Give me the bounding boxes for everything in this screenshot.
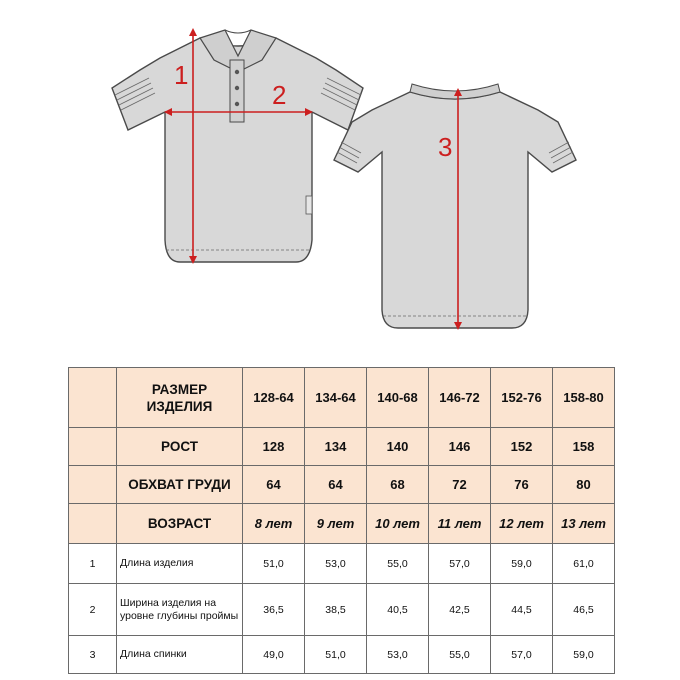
corner-cell xyxy=(69,368,117,428)
chest-cell: 80 xyxy=(553,466,615,504)
size-chart-table xyxy=(68,367,615,674)
height-row xyxy=(69,428,615,466)
chest-label: ОБХВАТ ГРУДИ xyxy=(117,466,243,504)
size-row xyxy=(69,368,615,428)
measurement-value: 42,5 xyxy=(429,584,491,636)
measurement-value: 49,0 xyxy=(243,636,305,674)
measurement-value: 51,0 xyxy=(305,636,367,674)
height-cell: 152 xyxy=(491,428,553,466)
measurement-value: 55,0 xyxy=(429,636,491,674)
size-cell: 128-64 xyxy=(243,368,305,428)
measurement-row xyxy=(69,544,615,584)
corner-cell xyxy=(69,504,117,544)
chest-cell: 68 xyxy=(367,466,429,504)
height-cell: 128 xyxy=(243,428,305,466)
height-cell: 146 xyxy=(429,428,491,466)
chest-cell: 64 xyxy=(305,466,367,504)
row-number: 1 xyxy=(69,544,117,584)
measurement-value: 57,0 xyxy=(429,544,491,584)
row-number: 2 xyxy=(69,584,117,636)
age-cell: 11 лет xyxy=(429,504,491,544)
corner-cell xyxy=(69,466,117,504)
size-cell: 140-68 xyxy=(367,368,429,428)
age-cell: 12 лет xyxy=(491,504,553,544)
marker-2: 2 xyxy=(272,80,287,110)
back-shirt xyxy=(334,84,576,328)
age-cell: 10 лет xyxy=(367,504,429,544)
measurement-value: 55,0 xyxy=(367,544,429,584)
chest-cell: 76 xyxy=(491,466,553,504)
marker-1: 1 xyxy=(174,60,189,90)
front-shirt xyxy=(112,30,363,262)
measurement-value: 57,0 xyxy=(491,636,553,674)
size-cell: 158-80 xyxy=(553,368,615,428)
size-label: РАЗМЕР ИЗДЕЛИЯ xyxy=(117,368,243,428)
marker-3: 3 xyxy=(438,132,453,162)
measurement-value: 40,5 xyxy=(367,584,429,636)
measurement-value: 44,5 xyxy=(491,584,553,636)
chest-cell: 64 xyxy=(243,466,305,504)
age-cell: 9 лет xyxy=(305,504,367,544)
age-cell: 8 лет xyxy=(243,504,305,544)
age-cell: 13 лет xyxy=(553,504,615,544)
measurement-value: 46,5 xyxy=(553,584,615,636)
height-cell: 158 xyxy=(553,428,615,466)
measurement-value: 53,0 xyxy=(367,636,429,674)
measurement-value: 61,0 xyxy=(553,544,615,584)
measurement-row xyxy=(69,584,615,636)
row-number: 3 xyxy=(69,636,117,674)
chest-row xyxy=(69,466,615,504)
measurement-value: 59,0 xyxy=(553,636,615,674)
age-label: ВОЗРАСТ xyxy=(117,504,243,544)
measurement-value: 59,0 xyxy=(491,544,553,584)
measurement-name: Ширина изделия на уровне глубины проймы xyxy=(117,584,243,636)
measurement-value: 51,0 xyxy=(243,544,305,584)
height-cell: 134 xyxy=(305,428,367,466)
measurement-row xyxy=(69,636,615,674)
height-cell: 140 xyxy=(367,428,429,466)
measurement-name: Длина спинки xyxy=(117,636,243,674)
measurement-value: 36,5 xyxy=(243,584,305,636)
size-cell: 146-72 xyxy=(429,368,491,428)
size-cell: 152-76 xyxy=(491,368,553,428)
corner-cell xyxy=(69,428,117,466)
measurement-value: 38,5 xyxy=(305,584,367,636)
size-cell: 134-64 xyxy=(305,368,367,428)
height-label: РОСТ xyxy=(117,428,243,466)
chest-cell: 72 xyxy=(429,466,491,504)
age-row xyxy=(69,504,615,544)
measurement-value: 53,0 xyxy=(305,544,367,584)
measurement-name: Длина изделия xyxy=(117,544,243,584)
